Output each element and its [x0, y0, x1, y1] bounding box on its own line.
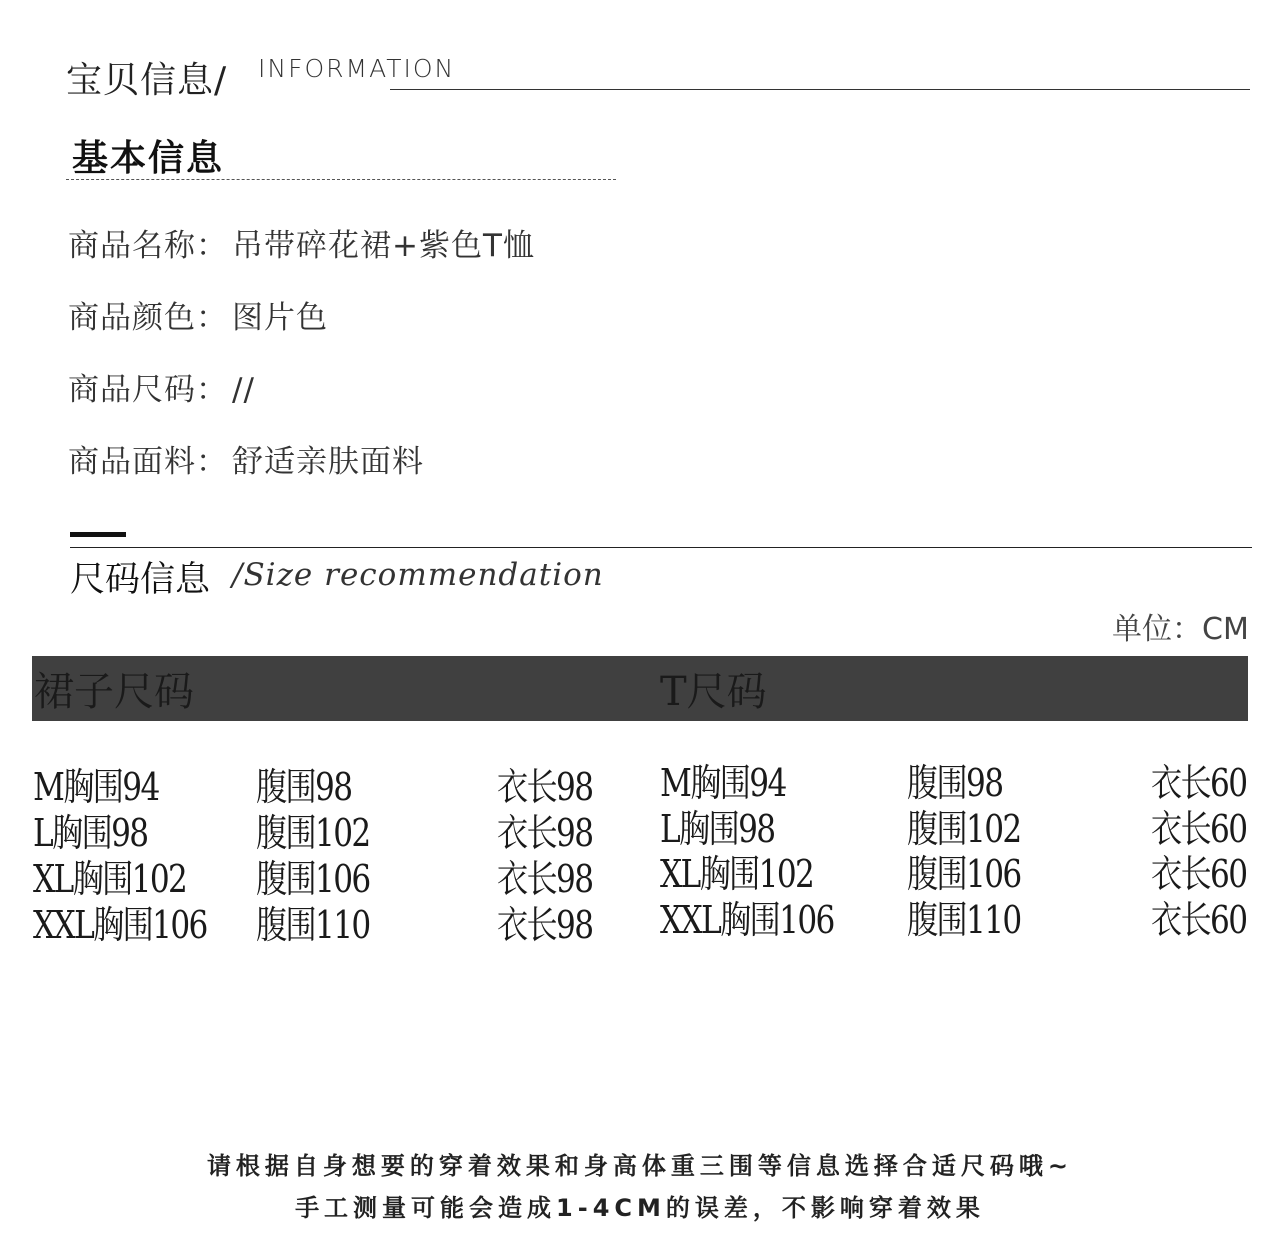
info-label: 商品名称： [68, 228, 228, 264]
info-row-size [68, 364, 255, 409]
tshirt-size-header: T尺码 [660, 669, 767, 715]
tshirt-length-cell: 衣长60 [1151, 898, 1247, 942]
measurement-error-note: 手工测量可能会造成1-4CM的误差，不影响穿着效果 [295, 1194, 985, 1222]
tshirt-bust-cell: XL胸围102 [660, 852, 814, 896]
skirt-waist-cell: 腹围98 [256, 765, 352, 809]
tshirt-length-cell: 衣长60 [1151, 807, 1247, 851]
size-title-en: /Size recommendation [232, 557, 604, 593]
info-row-color [68, 292, 328, 337]
basic-info-divider [66, 179, 616, 180]
skirt-waist-cell: 腹围102 [256, 811, 370, 855]
skirt-bust-cell: L胸围98 [33, 811, 148, 855]
skirt-bust-cell: M胸围94 [33, 765, 159, 809]
tshirt-waist-cell: 腹围98 [907, 761, 1003, 805]
size-title-cn: 尺码信息 [70, 560, 211, 600]
skirt-length-cell: 衣长98 [497, 903, 593, 947]
skirt-size-header: 裙子尺码 [34, 669, 194, 715]
info-row-name [68, 220, 535, 265]
tshirt-bust-cell: L胸围98 [660, 807, 775, 851]
tshirt-bust-cell: M胸围94 [660, 761, 786, 805]
basic-info-title: 基本信息 [72, 137, 225, 179]
tshirt-bust-cell: XXL胸围106 [660, 898, 834, 942]
skirt-bust-cell: XL胸围102 [33, 857, 187, 901]
tshirt-length-cell: 衣长60 [1151, 761, 1247, 805]
info-label: 商品颜色： [68, 300, 228, 336]
skirt-bust-cell: XXL胸围106 [33, 903, 207, 947]
tshirt-waist-cell: 腹围106 [907, 852, 1021, 896]
skirt-length-cell: 衣长98 [497, 811, 593, 855]
info-row-fabric [68, 436, 424, 481]
size-table-header-bar [32, 656, 1248, 721]
skirt-length-cell: 衣长98 [497, 765, 593, 809]
size-accent-bar [70, 532, 126, 537]
info-value: // [232, 372, 255, 408]
unit-label: 单位：CM [1112, 612, 1249, 647]
section-title-en: INFORMATION [258, 54, 456, 83]
info-label: 商品尺码： [68, 372, 228, 408]
skirt-waist-cell: 腹围106 [256, 857, 370, 901]
tshirt-waist-cell: 腹围110 [907, 898, 1021, 942]
size-divider [70, 547, 1252, 548]
section-title-cn: 宝贝信息/ [66, 60, 228, 101]
info-value: 图片色 [232, 300, 328, 336]
info-value: 舒适亲肤面料 [232, 444, 424, 480]
info-value: 吊带碎花裙+紫色T恤 [232, 228, 535, 264]
tshirt-waist-cell: 腹围102 [907, 807, 1021, 851]
skirt-waist-cell: 腹围110 [256, 903, 370, 947]
sizing-tip-note: 请根据自身想要的穿着效果和身高体重三围等信息选择合适尺码哦~ [206, 1152, 1074, 1180]
header-divider [390, 89, 1250, 90]
skirt-length-cell: 衣长98 [497, 857, 593, 901]
tshirt-length-cell: 衣长60 [1151, 852, 1247, 896]
info-label: 商品面料： [68, 444, 228, 480]
